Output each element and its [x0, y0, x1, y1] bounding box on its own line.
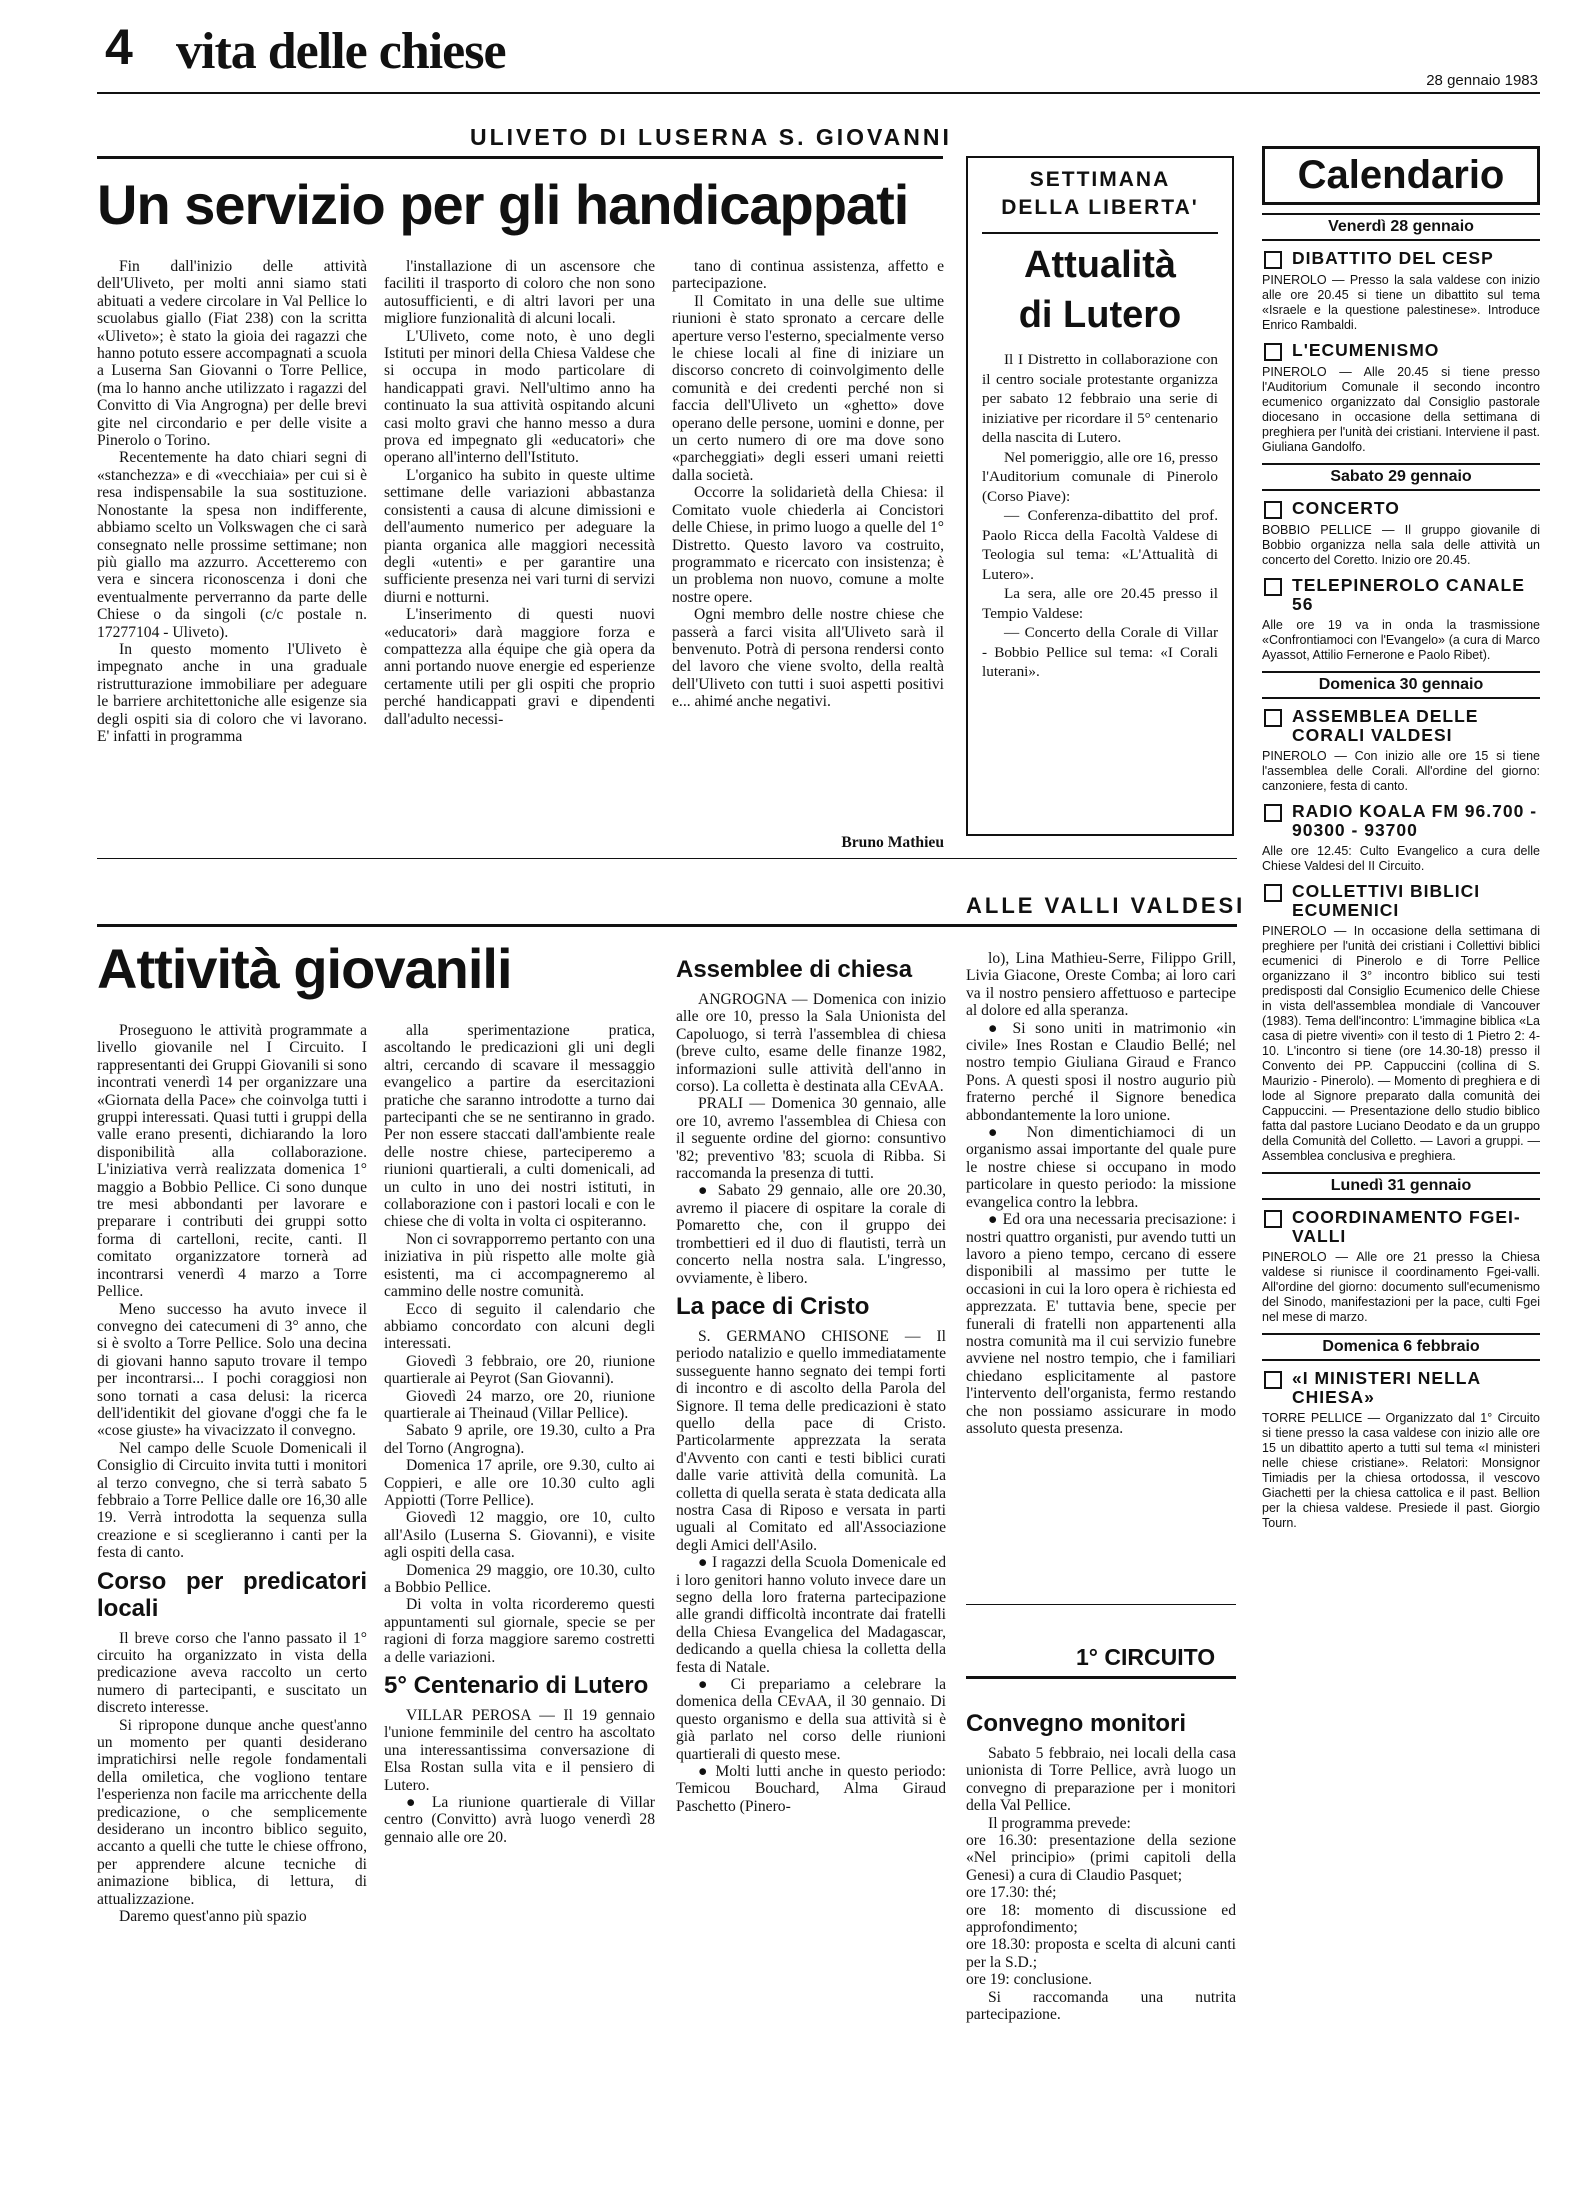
calendario-days — [1262, 213, 1540, 1531]
article-paragraph: ● Sabato 29 gennaio, alle ore 20.30, avremo il piacere di ospitare la corale di Pomaretto che, con il gruppo dei trombettieri ed il duo di flautisti, terrà un concerto nella nostra sala. L'ingresso, ovviamente, è libero. — [676, 1182, 946, 1287]
valli-column-4 — [966, 950, 1236, 1550]
article-paragraph: Di volta in volta ricorderemo questi appuntamenti sul giornale, specie se per ragioni di forza maggiore saremo costretti a delle variazioni. — [384, 1596, 655, 1666]
calendar-event-title — [1262, 249, 1540, 269]
checkbox-icon — [1264, 709, 1282, 727]
article-paragraph: In questo momento l'Uliveto è impegnato anche in una graduale ristrutturazione immobiliare per adeguare le barriere architettoniche alle esigenze sia degli ospiti sia di coloro che vi lavorano. E' infatti in programma — [97, 640, 367, 745]
main-kicker: ULIVETO DI LUSERNA S. GIOVANNI — [470, 124, 952, 150]
calendar-event-title-text: CONCERTO — [1292, 498, 1400, 518]
calendar-day-header: Lunedì 31 gennaio — [1262, 1172, 1540, 1200]
article-paragraph: ● I ragazzi della Scuola Domenicale ed i loro genitori hanno voluto invece dare un segno della loro fraterna partecipazione alle grandi difficoltà incontrate dai fratelli della Chiesa Evangelica del Madagascar, dedicando a quella chiesa la colletta della festa di Natale. — [676, 1554, 946, 1676]
valli-column-1 — [97, 1022, 367, 2192]
calendar-event-text: PINEROLO — Alle 20.45 si tiene presso l'Auditorium Comunale il secondo incontro ecumenico organizzato dal Consiglio pastorale diocesano in occasione della settimana di preghiera per l'unità dei cristiani. Interviene il past. Giuliana Gandolfo. — [1262, 365, 1540, 454]
corso-subheading: Corso per predicatori locali — [97, 1567, 367, 1622]
calendar-event-title — [1262, 707, 1540, 745]
article-paragraph: Proseguono le attività programmate a livello giovanile nel I Circuito. I rappresentanti dei Gruppi Giovanili si sono incontrati venerdì 14 per organizzare una «Giornata della Pace» che coinvolga tutti i gruppi interessati. Quasi tutti i gruppi della valle erano presenti, dichiarando la loro disponibilità alla collaborazione. L'iniziativa verrà realizzata domenica 1° maggio a Bobbio Pellice. Ci sono dunque tre mesi abbondanti per lavorare e preparare i contributi dei gruppi sotto forma di cartelloni, recite, canti. Il comitato organizzatore tornerà ad incontrarsi venerdì 4 marzo a Torre Pellice. — [97, 1022, 367, 1301]
calendar-day-header: Venerdì 28 gennaio — [1262, 213, 1540, 241]
circuito-article — [966, 1704, 1236, 2184]
article-paragraph: alla sperimentazione pratica, ascoltando le predicazioni gli uni degli altri, cercando di scavare il messaggio evangelico a partire da esercitazioni pratiche che saranno introdotte a turno dai partecipanti che se ne sentiranno in grado. Per non essere staccati dall'ambiente reale delle nostre chiese, parteciperemo a riunioni quartierali, a culti domenicali, ad un culto in uno dei nostri istituti, in collaborazione con i pastori locali e con le chiese che di volta in volta ci ospiteranno. — [384, 1022, 655, 1231]
main-headline: Un servizio per gli handicappati — [97, 173, 909, 236]
main-byline: Bruno Mathieu — [841, 834, 944, 851]
article-paragraph: Giovedì 3 febbraio, ore 20, riunione quartierale ai Peyrot (San Giovanni). — [384, 1352, 655, 1388]
article-paragraph: VILLAR PEROSA — Il 19 gennaio l'unione femminile del centro ha ascoltato una interessantissima conversazione di Elsa Rostan sulla vita e il pensiero di Lutero. — [384, 1707, 655, 1794]
calendar-event-text: TORRE PELLICE — Organizzato dal 1° Circuito si tiene presso la casa valdese con inizio alle ore 15 un dibattito aperto a tutti sul tema «I ministeri nelle chiese cristiane». Relatori: Monsignor Timiadis per la chiesa ortodossa, il vescovo Giachetti per la chiesa cattolica e il past. Bellion per la chiesa valdese. Presiede il past. Giorgio Tourn. — [1262, 1411, 1540, 1530]
article-paragraph: l'installazione di un ascensore che faciliti il trasporto di coloro che non sono autosufficienti, e di altri lavori per una migliore funzionalità di alcuni locali. — [384, 258, 655, 328]
article-paragraph: Il Comitato in una delle sue ultime riunioni è stato spronato a cercare delle aperture verso l'esterno, specialmente verso le chiese locali al fine di iniziare un discorso concreto di coinvolgimento delle comunità e dei credenti perché non si faccia dell'Uliveto un «ghetto» dove operano delle persone, uomini e donne, per un certo numero di ore ma dove sono «parcheggiati» degli esseri umani reietti dalla società. — [672, 292, 944, 484]
calendar-event-text: PINEROLO — Alle ore 21 presso la Chiesa valdese si riunisce il coordinamento Fgei-valli. All'ordine del giorno: documento sull'ecumenismo del Sinodo, manifestazioni per la pace, culti Fgei nel mese di marzo. — [1262, 1250, 1540, 1324]
calendar-event — [1262, 707, 1540, 794]
checkbox-icon — [1264, 884, 1282, 902]
article-paragraph: L'organico ha subito in queste ultime settimane delle variazioni abbastanza consistenti a causa di alcune dimissioni e dell'aumento numerico per adeguare la pianta organica alle maggiori necessità degli «utenti» e per garantire una sufficiente presenza nei vari turni di servizi diurni e notturni. — [384, 466, 655, 606]
calendar-event-text: BOBBIO PELLICE — Il gruppo giovanile di Bobbio organizza nella sala delle attività un concerto del Coretto. Inizio ore 20.45. — [1262, 523, 1540, 567]
article-paragraph: Si raccomanda una nutrita partecipazione. — [966, 1988, 1236, 2024]
calendar-event-title — [1262, 1208, 1540, 1246]
article-paragraph: S. GERMANO CHISONE — Il periodo natalizio e quello immediatamente susseguente hanno segnato dei tempi forti di incontro e di ascolto della Parola del Signore. Il tema delle predicazioni è stato quello della pace di Cristo. Particolarmente apprezzata la serata d'Avvento con canti e testi biblici curati dalle varie attività della comunità. La colletta di quella serata è stata dedicata alla nostra Casa di Riposo e versata in parti uguali al Comitato ed all'Associazione degli Amici dell'Asilo. — [676, 1327, 946, 1554]
checkbox-icon — [1264, 501, 1282, 519]
program-item: ore 19: conclusione. — [966, 1971, 1093, 1989]
calendar-event-text: Alle ore 19 va in onda la trasmissione «Confrontiamoci con l'Evangelo» (a cura di Marco Ayassot, Attilio Fernerone e Paolo Ribet). — [1262, 618, 1540, 662]
article-paragraph: ANGROGNA — Domenica con inizio alle ore 10, presso la Sala Unionista del Capoluogo, si terrà l'assemblea di chiesa (breve culto, esame delle finanze 1982, informazioni sulle attività dell'anno in corso). La colletta è destinata alla CEvAA. — [676, 991, 946, 1096]
article-paragraph: ● Si sono uniti in matrimonio «in civile» Ines Rostan e Claudio Bellé; nel nostro tempio Giuliana Giraud e Franco Pons. A questi sposi il nostro augurio più fraterno perché il Signore benedica abbondantemente la loro unione. — [966, 1019, 1236, 1124]
circuito-title: Convegno monitori — [966, 1710, 1186, 1737]
settimana-paragraph: La sera, alle ore 20.45 presso il Tempio Valdese: — [982, 585, 1218, 622]
valli-rule — [97, 924, 1237, 927]
page-number: 4 — [105, 19, 133, 75]
calendar-event-text: Alle ore 12.45: Culto Evangelico a cura delle Chiese Valdesi del II Circuito. — [1262, 844, 1540, 873]
calendar-event — [1262, 341, 1540, 455]
program-item: ore 18: momento di discussione ed approfondimento; — [966, 1901, 1236, 1937]
settimana-title-1: Attualità — [1024, 244, 1176, 286]
calendar-event-title — [1262, 576, 1540, 614]
checkbox-icon — [1264, 1210, 1282, 1228]
main-column-1 — [97, 258, 367, 848]
calendario — [1262, 146, 1540, 2196]
valli-kicker: ALLE VALLI VALDESI — [966, 893, 1246, 918]
calendar-day-header: Domenica 30 gennaio — [1262, 671, 1540, 699]
article-paragraph: tano di continua assistenza, affetto e partecipazione. — [672, 258, 944, 293]
article-paragraph: Non ci sovrapporremo pertanto con una iniziativa in più rispetto alle molte già esistenti, ma ci accompagneremo al cammino delle nostre comunità. — [384, 1230, 655, 1301]
calendar-event — [1262, 1208, 1540, 1325]
calendar-event-title — [1262, 1369, 1540, 1407]
article-paragraph: ● Ed ora una necessaria precisazione: i nostri quattro organisti, pur avendo tutti un lavoro a pieno tempo, cercano di essere disponibili al massimo per tutte le occasioni in cui la loro opera è richiesta ed apprezzata. E' tuttavia bene, specie per funerali di fratelli non appartenenti alla nostra comunità ma il cui servizio funebre avviene nel nostro tempio, che i familiari chiedano esplicitamente al pastore l'intervento dell'organista, fermo restando che non possiamo assicurare in modo assoluto questa presenza. — [966, 1211, 1236, 1437]
pace-subheading: La pace di Cristo — [676, 1292, 870, 1320]
article-paragraph: ● Molti lutti anche in questo periodo: Temicou Bouchard, Alma Giraud Paschetto (Pinero- — [676, 1763, 946, 1815]
calendar-event — [1262, 576, 1540, 663]
valli-column-3 — [676, 950, 946, 2192]
calendar-event-text: PINEROLO — Presso la sala valdese con inizio alle ore 20.45 si tiene un dibattito sul tema «Israele e la questione palestinese». Introduce Enrico Rambaldi. — [1262, 273, 1540, 332]
settimana-paragraph: Nel pomeriggio, alle ore 16, presso l'Auditorium comunale di Pinerolo (Corso Piave): — [982, 448, 1218, 505]
settimana-box — [966, 156, 1234, 836]
article-paragraph: Meno successo ha avuto invece il convegno dei catecumeni di 3° anno, che si è svolto a Torre Pellice. Solo una decina di giovani hanno saputo trovare il tempo per incontrarsi... I pochi coraggiosi non sono tornati a casa delusi: la ricerca dell'identikit del giovane d'oggi che fa le «cose giuste» ha vivacizzato il convegno. — [97, 1300, 367, 1440]
checkbox-icon — [1264, 1371, 1282, 1389]
valli-rule-top — [97, 858, 1237, 859]
settimana-body — [982, 350, 1218, 682]
checkbox-icon — [1264, 578, 1282, 596]
article-paragraph: Recentemente ha dato chiari segni di «stanchezza» e di «vecchiaia» per cui si è resa indispensabile la sua sostituzione. Nonostante la spesa non indifferente, abbiamo scelto un Volkswagen che ci sarà consegnato nelle prossime settimane; non più giallo ma azzurro. Accetteremo con vera e sincera riconoscenza i doni che eventualmente perverranno da parte delle Chiese o da singoli (c/c postale n. 17277104 - Uliveto). — [97, 449, 367, 641]
calendario-title: Calendario — [1262, 146, 1540, 205]
article-paragraph: Fin dall'inizio delle attività dell'Uliveto, per molti anni siamo stati abituati a vedere circolare in Val Pellice lo scuolabus giallo (Fiat 238) con la scritta «Uliveto»; è stato la gioia dei ragazzi che hanno potuto essere accompagnati a scuola a Luserna San Giovanni o Torre Pellice, (ma lo hanno anche utilizzato i ragazzi del Convitto di Via Angrogna) per delle brevi gite nel circondario e per delle visite a Pinerolo o Torino. — [97, 258, 367, 450]
article-paragraph: ● Non dimentichiamoci di un organismo assai importante del quale pure le nostre chiese si occupano in modo particolare in questo periodo: la missione evangelica contro la lebbra. — [966, 1124, 1236, 1211]
article-paragraph: Sabato 9 aprile, ore 19.30, culto a Pra del Torno (Angrogna). — [384, 1422, 655, 1457]
article-paragraph: Nel campo delle Scuole Domenicali il Consiglio di Circuito invita tutti i monitori al terzo convegno, che si terrà sabato 5 febbraio a Torre Pellice dalle ore 16,30 alle 19. Verrà introdotta la sequenza sulla creazione e si sceglieranno i canti per la festa di canto. — [97, 1439, 367, 1562]
calendar-event — [1262, 499, 1540, 568]
circuito-body — [966, 1745, 1236, 2024]
lutero-subheading: 5° Centenario di Lutero — [384, 1672, 649, 1700]
settimana-kicker: SETTIMANA DELLA LIBERTA' — [1001, 168, 1199, 219]
program-item: ore 18.30: proposta e scelta di alcuni canti per la S.D.; — [966, 1936, 1236, 1971]
settimana-paragraph: — Conferenza-dibattito del prof. Paolo Ricca della Facoltà Valdese di Teologia sul tema: «L'Attualità di Lutero». — [982, 507, 1218, 583]
checkbox-icon — [1264, 804, 1282, 822]
article-paragraph: ● La riunione quartierale di Villar centro (Convitto) avrà luogo venerdì 28 gennaio alle ore 20. — [384, 1794, 655, 1846]
article-paragraph: Sabato 5 febbraio, nei locali della casa unionista di Torre Pellice, avrà luogo un convegno di preparazione per i monitori della Val Pellice. — [966, 1745, 1236, 1815]
calendar-event-title-text: COORDINAMENTO FGEI-VALLI — [1292, 1207, 1521, 1246]
calendar-event-text: PINEROLO — In occasione della settimana di preghiere per l'unità dei cristiani i Collettivi biblici ecumenici di Pinerolo e di Torre Pellice organizzano il 3° incontro biblico sui testi predisposti dal Consiglio Ecumenico delle Chiese in vista dell'assemblea mondiale di Vancouver (1983). Tema dell'incontro: L'immagine biblica «La casa di pietre viventi» con il testo di 1 Pietro 2: 4-10. L'incontro si tiene (ore 14.30-18) presso il Convento dei PP. Cappuccini (collina di S. Maurizio - Pinerolo). — Momento di preghiera e di lode al Signore preparato dalla comunità dei Cappuccini. — Presentazione dello studio biblico fatta dal pastore Luciano Deodato e da un gruppo della Comunità del Colletto. — Lavori a gruppi. — Assemblea conclusiva e preghiera. — [1262, 924, 1540, 1163]
settimana-paragraph: — Concerto della Corale di Villar - Bobbio Pellice sul tema: «I Corali luterani». — [982, 624, 1218, 680]
article-paragraph: L'inserimento di questi nuovi «educatori» darà maggiore forza e compattezza alla équipe che già opera da anni portando nuove energie ed esperienze certamente utili per gli ospiti che proprio perché handicappati gravi e dipendenti dall'adulto necessi- — [384, 606, 655, 728]
checkbox-icon — [1264, 343, 1282, 361]
article-paragraph: Giovedì 12 maggio, ore 10, culto all'Asilo (Luserna S. Giovanni), e visite agli ospiti della casa. — [384, 1509, 655, 1562]
assemblee-subheading: Assemblee di chiesa — [676, 956, 913, 983]
article-paragraph: Ecco di seguito il calendario che abbiamo concordato con alcuni degli interessati. — [384, 1300, 655, 1353]
calendar-event-title-text: ASSEMBLEA DELLE CORALI VALDESI — [1292, 706, 1479, 745]
article-paragraph: L'Uliveto, come noto, è uno degli Istituti per minori della Chiesa Valdese che si occupa in modo particolare di handicappati gravi. Nell'ultimo anno ha continuato la sua attività ospitando alcuni casi molto gravi che hanno messo a dura prova ed impegnato gli «educatori» che operano all'interno dell'Istituto. — [384, 327, 655, 467]
article-paragraph: PRALI — Domenica 30 gennaio, alle ore 10, avremo l'assemblea di Chiesa con il seguente ordine del giorno: consuntivo '82; preventivo '83; scuola di Ribba. Si raccomanda la presenza di tutti. — [676, 1095, 946, 1183]
article-paragraph: Il breve corso che l'anno passato il 1° circuito ha organizzato in vista della predicazione aveva raccolto un certo numero di partecipanti, e suscitato un discreto interesse. — [97, 1629, 367, 1717]
section-title: vita delle chiese — [176, 23, 506, 80]
circuito-kicker: 1° CIRCUITO — [1076, 1644, 1216, 1670]
calendar-event — [1262, 882, 1540, 1164]
calendar-event-title-text: TELEPINEROLO CANALE 56 — [1292, 575, 1525, 614]
program-item: ore 16.30: presentazione della sezione «Nel principio» (primi capitoli della Genesi) a cura di Claudio Pasquet; — [966, 1832, 1236, 1884]
calendar-event — [1262, 802, 1540, 874]
article-paragraph: lo), Lina Mathieu-Serre, Filippo Grill, Livia Giacone, Oreste Comba; ai loro cari va il nostro pensiero affettuoso e partecipe al dolore ed alla speranza. — [966, 950, 1236, 1020]
article-paragraph: Ogni membro delle nostre chiese che passerà a farci visita all'Uliveto sarà il benvenuto. Potrà di persona rendersi conto del lavoro che viene svolto, della realtà dell'Uliveto con tutti i suoi aspetti positivi e... ahimé anche negativi. — [672, 606, 944, 711]
calendar-event-title-text: «I MINISTERI NELLA CHIESA» — [1292, 1368, 1481, 1407]
main-kicker-rule — [97, 156, 943, 159]
calendar-event-title-text: L'ECUMENISMO — [1292, 340, 1440, 360]
circuito-rule-top — [966, 1604, 1236, 1605]
settimana-title-2: di Lutero — [1018, 294, 1182, 336]
calendar-event-title-text: COLLETTIVI BIBLICI ECUMENICI — [1292, 881, 1481, 920]
calendar-day-header: Sabato 29 gennaio — [1262, 463, 1540, 491]
calendar-event-title — [1262, 341, 1540, 361]
valli-column-2 — [384, 1022, 655, 2192]
article-paragraph: Giovedì 24 marzo, ore 20, riunione quartierale ai Theinaud (Villar Pellice). — [384, 1387, 655, 1422]
article-paragraph: Domenica 17 aprile, ore 9.30, culto ai Coppieri, e alle ore 10.30 culto agli Appiotti (Torre Pellice). — [384, 1457, 655, 1509]
issue-date: 28 gennaio 1983 — [1426, 72, 1538, 89]
calendar-event — [1262, 249, 1540, 333]
article-paragraph: Si ripropone dunque anche quest'anno un momento per quanti desiderano impratichirsi nelle regole fondamentali della omiletica, che vogliono tentare l'esperienza non facile ma arricchente della predicazione, o che semplicemente desiderano un incontro biblico seguito, accanto a quelli che tutte le chiese offrono, per apprendere alcune tecniche di animazione biblica, di lettura, di attualizzazione. — [97, 1716, 367, 1908]
article-paragraph: Il programma prevede: — [988, 1814, 1131, 1832]
calendar-event-title — [1262, 499, 1540, 519]
main-column-3 — [672, 258, 944, 848]
calendar-day-header: Domenica 6 febbraio — [1262, 1333, 1540, 1361]
calendar-event-title-text: RADIO KOALA FM 96.700 - 90300 - 93700 — [1292, 801, 1538, 840]
article-paragraph: Daremo quest'anno più spazio — [119, 1908, 307, 1926]
masthead-rule — [97, 92, 1540, 94]
article-paragraph: Occorre la solidarietà della Chiesa: il Comitato vuole chiederla ai Concistori delle Chiese, in primo luogo a quelle del 1° Distretto. Questo lavoro va costruito, programmato e ricercato con insistenza; è un problema non nuovo, comune a molte nostre opere. — [672, 484, 944, 606]
calendar-event — [1262, 1369, 1540, 1531]
calendar-event-title-text: DIBATTITO DEL CESP — [1292, 248, 1494, 268]
checkbox-icon — [1264, 251, 1282, 269]
main-column-2 — [384, 258, 655, 848]
circuito-rule — [966, 1676, 1236, 1679]
valli-headline: Attività giovanili — [97, 937, 512, 1000]
calendar-event-title — [1262, 882, 1540, 920]
settimana-paragraph: Il I Distretto in collaborazione con il centro sociale protestante organizza per sabato 12 febbraio una serie di iniziative per ricordare il 5° centenario della nascita di Lutero. — [982, 351, 1218, 446]
calendar-event-title — [1262, 802, 1540, 840]
calendar-event-text: PINEROLO — Con inizio alle ore 15 si tiene l'assemblea delle Corali. All'ordine del giorno: canzoniere, festa di canto. — [1262, 749, 1540, 793]
program-item: ore 17.30: thé; — [966, 1884, 1057, 1902]
article-paragraph: ● Ci prepariamo a celebrare la domenica della CEvAA, il 30 gennaio. Di questo organismo e della sua attività si è già parlato nel corso delle riunioni quartierali di questo mese. — [676, 1676, 946, 1763]
article-paragraph: Domenica 29 maggio, ore 10.30, culto a Bobbio Pellice. — [384, 1561, 655, 1596]
